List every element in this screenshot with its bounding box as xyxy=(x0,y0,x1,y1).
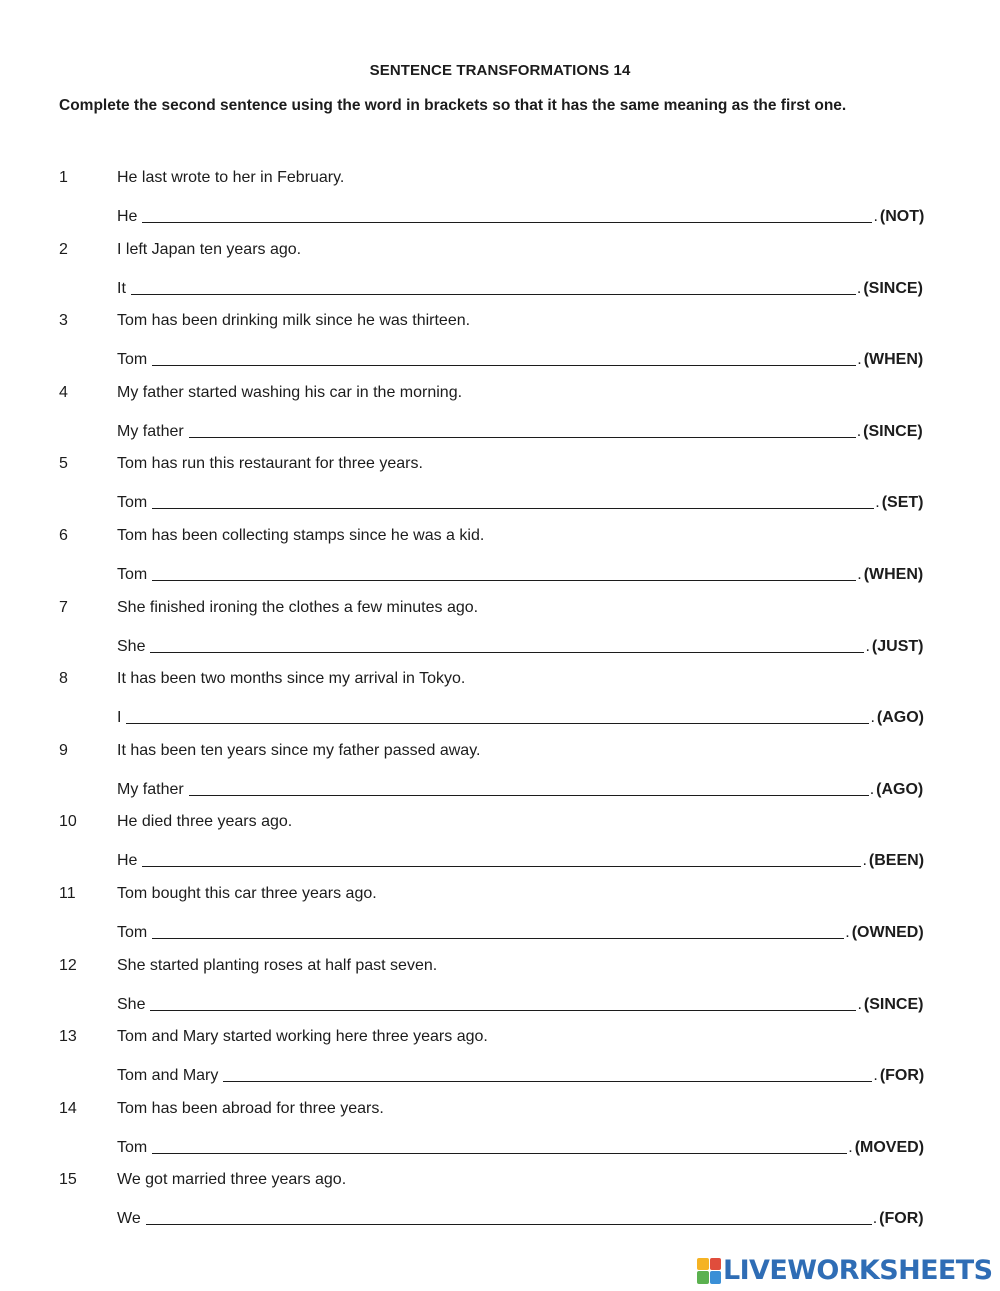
exercise-item xyxy=(0,166,1000,238)
original-sentence: He last wrote to her in February. xyxy=(117,169,345,186)
sentence-starter: Tom xyxy=(117,923,148,941)
bracket-keyword: (OWNED) xyxy=(851,923,924,941)
item-number: 8 xyxy=(59,670,68,688)
sentence-period: . xyxy=(865,637,870,655)
answer-line xyxy=(117,204,924,226)
sentence-starter: Tom and Mary xyxy=(117,1067,219,1085)
bracket-keyword: (WHEN) xyxy=(863,565,924,583)
sentence-period: . xyxy=(873,1067,878,1085)
original-sentence: It has been two months since my arrival in Tokyo. xyxy=(117,670,466,688)
original-sentence: He died three years ago. xyxy=(117,813,293,831)
bracket-keyword: (BEEN) xyxy=(868,852,925,870)
bracket-keyword: (SINCE) xyxy=(863,995,924,1013)
original-sentence: Tom has been drinking milk since he was thirteen. xyxy=(117,312,471,330)
sentence-starter: Tom xyxy=(117,351,148,369)
answer-line xyxy=(117,276,923,298)
answer-line xyxy=(117,634,923,656)
item-number: 13 xyxy=(59,1028,77,1046)
logo-tile xyxy=(710,1271,722,1284)
exercise-item xyxy=(0,954,1000,1026)
sentence-period: . xyxy=(857,565,862,583)
exercise-item xyxy=(0,1025,1000,1097)
bracket-keyword: (SINCE) xyxy=(863,279,923,297)
answer-line xyxy=(117,848,924,870)
original-sentence: Tom and Mary started working here three years ago. xyxy=(117,1028,488,1046)
item-number: 4 xyxy=(59,383,68,401)
sentence-starter: He xyxy=(117,208,138,225)
bracket-keyword: (AGO) xyxy=(876,709,925,727)
logo-tile xyxy=(697,1271,709,1284)
exercise-item xyxy=(0,381,1000,453)
exercise-item xyxy=(0,524,1000,596)
exercise-item xyxy=(0,810,1000,882)
answer-blank[interactable] xyxy=(152,1136,847,1154)
item-number: 1 xyxy=(59,169,68,186)
exercise-item xyxy=(0,596,1000,668)
original-sentence: Tom has been collecting stamps since he was a kid. xyxy=(117,526,485,544)
instructions: Complete the second sentence using the word in brackets so that it has the same meaning as the first one. xyxy=(59,97,847,114)
answer-blank[interactable] xyxy=(189,420,856,438)
answer-blank[interactable] xyxy=(142,849,861,867)
answer-blank[interactable] xyxy=(150,993,856,1011)
item-number: 15 xyxy=(59,1171,77,1189)
sentence-starter: He xyxy=(117,852,138,870)
logo-tile xyxy=(697,1258,709,1271)
answer-blank[interactable] xyxy=(152,491,874,509)
exercise-item xyxy=(0,667,1000,739)
answer-line xyxy=(117,490,923,512)
answer-blank[interactable] xyxy=(189,778,869,796)
item-number: 11 xyxy=(59,884,76,902)
logo-text: LIVEWORKSHEETS xyxy=(723,1255,993,1286)
answer-blank[interactable] xyxy=(142,205,872,223)
original-sentence: I left Japan ten years ago. xyxy=(117,240,302,258)
sentence-starter: We xyxy=(117,1210,141,1228)
item-number: 6 xyxy=(59,526,68,544)
exercise-item xyxy=(0,309,1000,381)
sentence-period: . xyxy=(870,709,875,727)
item-number: 3 xyxy=(59,312,68,330)
answer-blank[interactable] xyxy=(150,635,864,653)
sentence-starter: She xyxy=(117,995,146,1013)
sentence-starter: My father xyxy=(117,780,184,798)
answer-line xyxy=(117,920,924,942)
sentence-starter: It xyxy=(117,279,126,297)
sentence-starter: Tom xyxy=(117,494,148,512)
sentence-period: . xyxy=(856,279,862,297)
answer-blank[interactable] xyxy=(126,706,869,724)
original-sentence: My father started washing his car in the morning. xyxy=(117,383,463,401)
liveworksheets-logo xyxy=(697,1255,992,1286)
original-sentence: Tom has been abroad for three years. xyxy=(117,1099,384,1117)
exercise-item xyxy=(0,1097,1000,1169)
sentence-starter: Tom xyxy=(117,1138,148,1156)
bracket-keyword: (WHEN) xyxy=(863,351,924,369)
answer-line xyxy=(117,992,923,1014)
answer-line xyxy=(117,1063,924,1085)
sentence-starter: She xyxy=(117,637,146,655)
item-number: 7 xyxy=(59,598,68,616)
logo-tiles-icon xyxy=(697,1258,721,1284)
logo-tile xyxy=(710,1258,722,1271)
bracket-keyword: (MOVED) xyxy=(854,1138,925,1156)
exercise-list xyxy=(0,166,1000,1240)
item-number: 12 xyxy=(59,956,77,974)
answer-blank[interactable] xyxy=(152,921,844,939)
bracket-keyword: (AGO) xyxy=(876,780,924,798)
bracket-keyword: (FOR) xyxy=(879,1210,924,1228)
sentence-period: . xyxy=(869,780,875,798)
sentence-starter: I xyxy=(117,709,122,727)
original-sentence: We got married three years ago. xyxy=(117,1171,347,1189)
answer-line xyxy=(117,777,923,799)
item-number: 5 xyxy=(59,455,68,473)
sentence-period: . xyxy=(848,1138,853,1156)
sentence-period: . xyxy=(875,494,880,512)
bracket-keyword: (NOT) xyxy=(879,208,925,225)
exercise-item xyxy=(0,739,1000,811)
answer-blank[interactable] xyxy=(131,277,856,295)
answer-blank[interactable] xyxy=(223,1064,872,1082)
item-number: 9 xyxy=(59,741,68,759)
original-sentence: She started planting roses at half past seven. xyxy=(117,956,438,974)
answer-line xyxy=(117,419,923,441)
answer-line xyxy=(117,1206,924,1228)
exercise-item xyxy=(0,1168,1000,1240)
item-number: 2 xyxy=(59,240,68,258)
bracket-keyword: (JUST) xyxy=(871,637,924,655)
answer-blank[interactable] xyxy=(152,563,856,581)
item-number: 10 xyxy=(59,813,77,831)
answer-line xyxy=(117,562,923,584)
bracket-keyword: (SINCE) xyxy=(863,422,923,440)
exercise-item xyxy=(0,882,1000,954)
sentence-period: . xyxy=(872,1210,878,1228)
bracket-keyword: (SET) xyxy=(881,494,924,512)
original-sentence: She finished ironing the clothes a few minutes ago. xyxy=(117,598,479,616)
answer-blank[interactable] xyxy=(146,1207,872,1225)
original-sentence: Tom has run this restaurant for three years. xyxy=(117,455,423,473)
answer-line xyxy=(117,1135,924,1157)
bracket-keyword: (FOR) xyxy=(879,1067,925,1085)
worksheet-title: SENTENCE TRANSFORMATIONS 14 xyxy=(369,62,631,79)
original-sentence: Tom bought this car three years ago. xyxy=(117,884,377,902)
sentence-starter: My father xyxy=(117,422,184,440)
sentence-period: . xyxy=(873,208,878,225)
sentence-period: . xyxy=(857,351,862,369)
sentence-period: . xyxy=(857,995,862,1013)
answer-line xyxy=(117,347,923,369)
sentence-starter: Tom xyxy=(117,565,148,583)
exercise-item xyxy=(0,452,1000,524)
sentence-period: . xyxy=(856,422,862,440)
item-number: 14 xyxy=(59,1099,77,1117)
sentence-period: . xyxy=(845,923,850,941)
answer-blank[interactable] xyxy=(152,348,856,366)
sentence-period: . xyxy=(862,852,867,870)
exercise-item xyxy=(0,238,1000,310)
original-sentence: It has been ten years since my father passed away. xyxy=(117,741,481,759)
answer-line xyxy=(117,705,924,727)
